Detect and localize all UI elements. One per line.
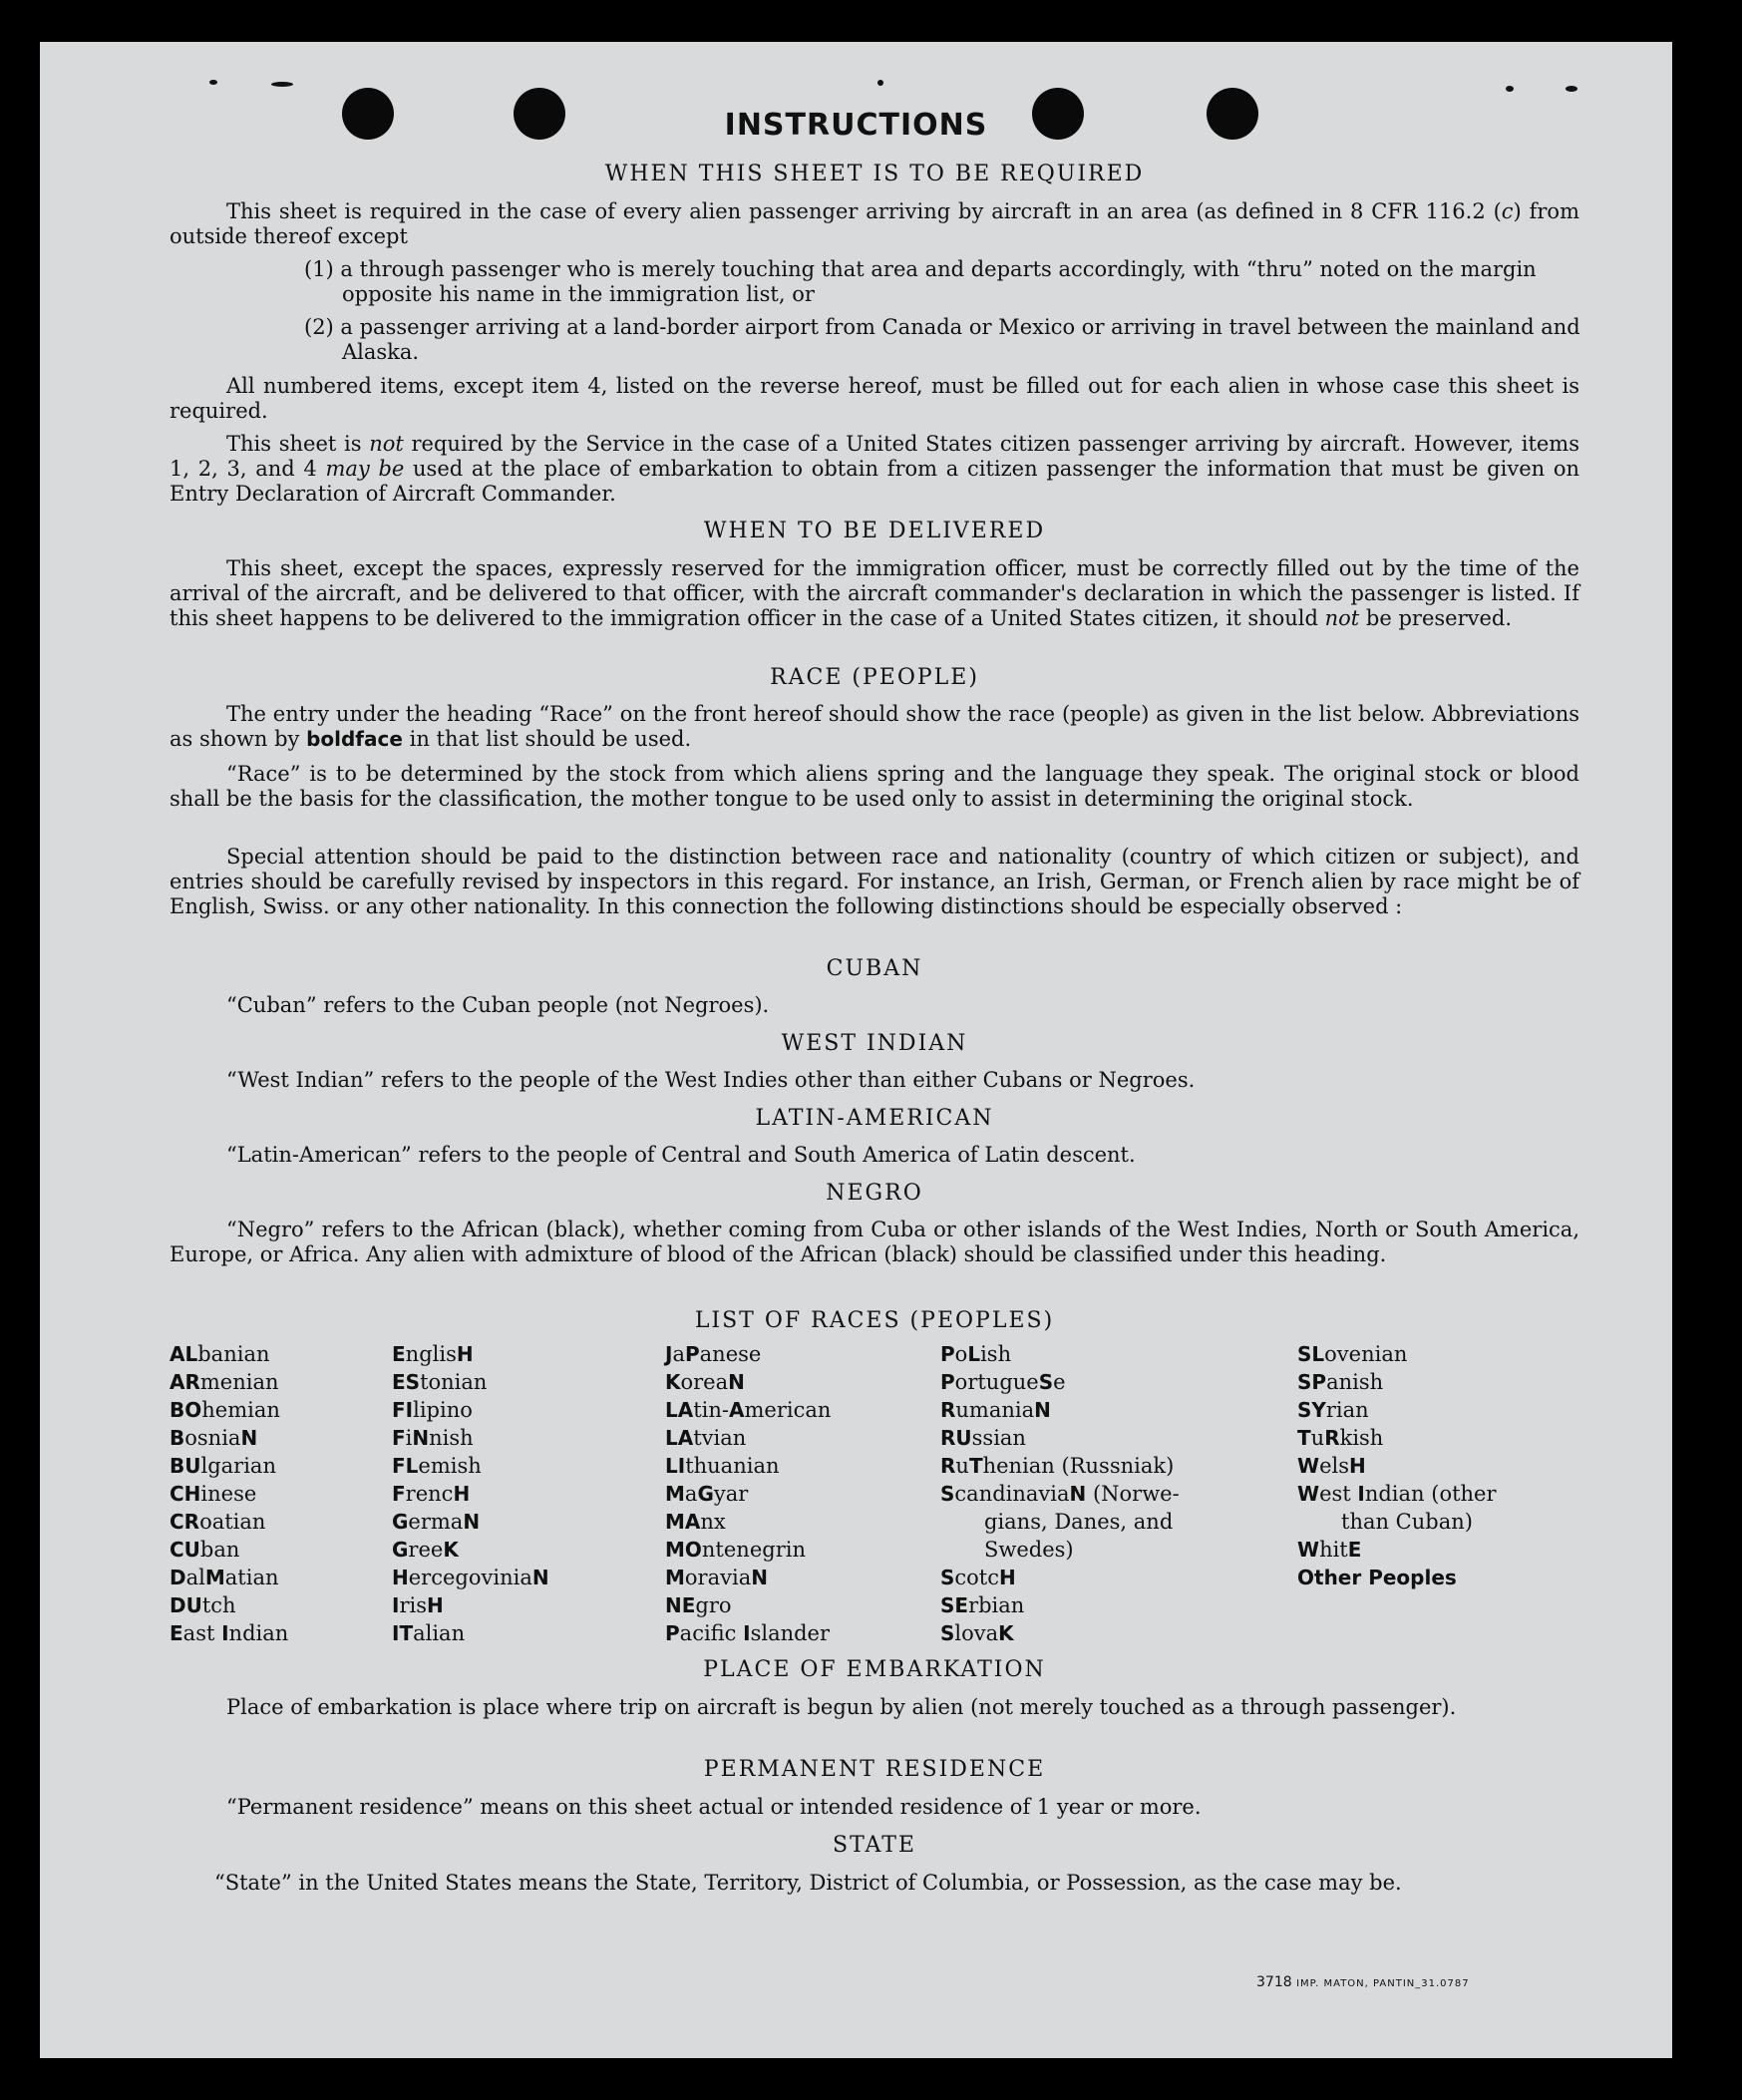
race-abbreviation: T xyxy=(968,1454,983,1478)
paragraph-embarkation: Place of embarkation is place where trip on aircraft is begun by alien (not merely touched as a through passenger). xyxy=(226,1695,1457,1719)
race-text: banian xyxy=(197,1342,270,1366)
race-entry xyxy=(940,1619,1180,1647)
race-text: oatian xyxy=(199,1510,266,1534)
race-abbreviation: R xyxy=(940,1454,956,1478)
race-entry xyxy=(392,1508,549,1536)
race-abbreviation: AR xyxy=(170,1370,200,1394)
race-text: ndian xyxy=(228,1621,289,1645)
heading-race: RACE (PEOPLE) xyxy=(770,665,979,690)
race-entry xyxy=(940,1340,1180,1368)
race-entry xyxy=(940,1452,1180,1480)
race-abbreviation: P xyxy=(940,1342,955,1366)
race-abbreviation: M xyxy=(204,1566,225,1589)
race-entry xyxy=(940,1591,1180,1619)
race-text: ndian (other xyxy=(1364,1482,1497,1506)
race-abbreviation: W xyxy=(1297,1538,1320,1562)
race-text: menian xyxy=(199,1370,279,1394)
race-abbreviation: N xyxy=(412,1426,430,1450)
race-text: ercegovinia xyxy=(408,1566,532,1589)
heading-cuban: CUBAN xyxy=(826,956,923,981)
race-abbreviation: S xyxy=(940,1621,955,1645)
paragraph-numbered-items: All numbered items, except item 4, listed on the reverse hereof, must be filled out for each alien in whose case this sheet is required. xyxy=(170,374,1579,423)
races-column-5 xyxy=(1297,1340,1497,1591)
race-text: slander xyxy=(750,1621,831,1645)
paragraph-residence: “Permanent residence” means on this sheet actual or intended residence of 1 year or more. xyxy=(226,1795,1202,1819)
race-abbreviation: FI xyxy=(392,1398,414,1422)
race-text: u xyxy=(1310,1426,1325,1450)
race-text: ish xyxy=(980,1342,1012,1366)
race-abbreviation: SP xyxy=(1297,1370,1327,1394)
race-entry xyxy=(940,1396,1180,1424)
paragraph-race-stock: “Race” is to be determined by the stock from which aliens spring and the language they speak. The original stock or blood shall be the basis for the classification, the mother tongue to be used only to assist in determining the original stock. xyxy=(170,762,1579,811)
race-entry xyxy=(392,1480,549,1508)
race-abbreviation: N xyxy=(751,1566,768,1589)
races-column-3 xyxy=(665,1340,831,1647)
race-entry xyxy=(1297,1564,1497,1591)
race-abbreviation: SL xyxy=(1297,1342,1325,1366)
race-entry xyxy=(170,1508,288,1536)
heading-when-delivered: WHEN TO BE DELIVERED xyxy=(703,519,1046,543)
race-text: est xyxy=(1319,1482,1358,1506)
race-text: anish xyxy=(1326,1370,1384,1394)
race-text: renc xyxy=(405,1482,454,1506)
race-entry xyxy=(1297,1396,1497,1424)
race-abbreviation: I xyxy=(743,1621,751,1645)
race-entry xyxy=(940,1424,1180,1452)
race-entry xyxy=(1297,1424,1497,1452)
race-entry xyxy=(392,1340,549,1368)
race-entry xyxy=(170,1368,288,1396)
race-text: osnia xyxy=(184,1426,241,1450)
race-abbreviation: F xyxy=(392,1426,406,1450)
race-text: i xyxy=(405,1426,413,1450)
race-abbreviation: G xyxy=(392,1510,409,1534)
race-abbreviation: I xyxy=(392,1593,400,1617)
race-entry xyxy=(392,1452,549,1480)
race-text: oravia xyxy=(684,1566,752,1589)
race-text: ree xyxy=(408,1538,444,1562)
race-abbreviation: LA xyxy=(665,1398,694,1422)
race-entry xyxy=(665,1508,831,1536)
race-abbreviation: N xyxy=(1069,1482,1087,1506)
race-entry xyxy=(665,1536,831,1564)
race-text: ntenegrin xyxy=(701,1538,806,1562)
race-abbreviation: DU xyxy=(170,1593,202,1617)
race-abbreviation: T xyxy=(1297,1426,1311,1450)
race-text: tch xyxy=(201,1593,236,1617)
race-text: hemian xyxy=(201,1398,280,1422)
race-text: yar xyxy=(713,1482,749,1506)
race-text: ban xyxy=(199,1538,240,1562)
race-entry xyxy=(170,1452,288,1480)
form-number: 3718 xyxy=(1256,1974,1292,1990)
race-text: erma xyxy=(408,1510,464,1534)
race-abbreviation: BO xyxy=(170,1398,202,1422)
heading-when-required: WHEN THIS SHEET IS TO BE REQUIRED xyxy=(604,162,1145,186)
race-entry xyxy=(392,1591,549,1619)
race-entry xyxy=(940,1536,1180,1564)
race-text: ris xyxy=(399,1593,427,1617)
race-text: gians, Danes, and xyxy=(984,1510,1174,1534)
race-entry xyxy=(940,1368,1180,1396)
race-entry xyxy=(1297,1508,1497,1536)
heading-state: STATE xyxy=(833,1833,916,1858)
race-entry xyxy=(170,1480,288,1508)
race-entry xyxy=(170,1536,288,1564)
race-entry xyxy=(392,1536,549,1564)
printer-imprint: IMP. MATON, PANTIN_31.0787 xyxy=(1296,1978,1470,1989)
page-title: INSTRUCTIONS xyxy=(724,108,988,143)
race-entry xyxy=(392,1396,549,1424)
race-abbreviation: J xyxy=(665,1342,673,1366)
exception-item-1: (1) a through passenger who is merely touching that area and departs accordingly, with “thru” noted on the margin opposite his name in the immigration list, or xyxy=(304,257,1537,306)
race-text: umania xyxy=(955,1398,1035,1422)
race-entry xyxy=(665,1564,831,1591)
paragraph-race-nationality: Special attention should be paid to the distinction between race and nationality (country of which citizen or subject), and entries should be carefully revised by inspectors in this regard. For instance, an Irish, German, or French alien by race might be of English, Swiss. or any other nationality. In this connection the following distinctions should be especially observed : xyxy=(170,845,1579,918)
race-entry xyxy=(665,1340,831,1368)
race-text: kish xyxy=(1339,1426,1384,1450)
race-text: alian xyxy=(413,1621,466,1645)
race-text: ovenian xyxy=(1324,1342,1408,1366)
race-text: gro xyxy=(695,1593,732,1617)
races-column-4 xyxy=(940,1340,1180,1647)
race-abbreviation: S xyxy=(940,1566,955,1589)
race-text: lgarian xyxy=(200,1454,276,1478)
race-abbreviation: K xyxy=(998,1621,1014,1645)
heading-west-indian: WEST INDIAN xyxy=(781,1031,968,1056)
race-entry xyxy=(940,1508,1180,1536)
speck xyxy=(209,80,217,85)
race-text: thuanian xyxy=(685,1454,780,1478)
heading-negro: NEGRO xyxy=(826,1181,923,1206)
race-text: tvian xyxy=(693,1426,747,1450)
race-abbreviation: G xyxy=(392,1538,409,1562)
paragraph-required: This sheet is required in the case of every alien passenger arriving by aircraft in an area (as defined in 8 CFR 116.2 (c) from outside thereof except xyxy=(170,199,1579,248)
race-abbreviation: MA xyxy=(665,1510,701,1534)
race-entry xyxy=(392,1368,549,1396)
race-text: inese xyxy=(200,1482,257,1506)
race-entry xyxy=(665,1619,831,1647)
race-abbreviation: D xyxy=(170,1566,186,1589)
race-abbreviation: CU xyxy=(170,1538,200,1562)
race-entry xyxy=(665,1591,831,1619)
race-text: hit xyxy=(1319,1538,1348,1562)
race-abbreviation: MO xyxy=(665,1538,702,1562)
races-column-1 xyxy=(170,1340,288,1647)
race-text: els xyxy=(1319,1454,1349,1478)
race-abbreviation: FL xyxy=(392,1454,419,1478)
race-entry xyxy=(170,1340,288,1368)
race-entry xyxy=(1297,1536,1497,1564)
race-text: o xyxy=(954,1342,968,1366)
race-text: (Norwe- xyxy=(1086,1482,1180,1506)
race-text: candinavia xyxy=(954,1482,1070,1506)
race-abbreviation: IT xyxy=(392,1621,414,1645)
race-entry xyxy=(940,1480,1180,1508)
race-abbreviation: I xyxy=(221,1621,229,1645)
race-entry xyxy=(665,1424,831,1452)
race-abbreviation: CH xyxy=(170,1482,201,1506)
race-abbreviation: N xyxy=(463,1510,481,1534)
race-abbreviation: L xyxy=(967,1342,981,1366)
race-text: u xyxy=(955,1454,969,1478)
paragraph-negro: “Negro” refers to the African (black), whether coming from Cuba or other islands of the West Indies, North or South America, Europe, or Africa. Any alien with admixture of blood of the African (black) should be classified under this heading. xyxy=(170,1218,1579,1266)
race-abbreviation: W xyxy=(1297,1454,1320,1478)
race-entry xyxy=(1297,1368,1497,1396)
race-entry xyxy=(665,1368,831,1396)
race-text: emish xyxy=(418,1454,482,1478)
race-abbreviation: G xyxy=(697,1482,714,1506)
race-abbreviation: AL xyxy=(170,1342,198,1366)
paragraph-west-indian: “West Indian” refers to the people of the West Indies other than either Cubans or Negroes. xyxy=(226,1068,1196,1092)
paragraph-state: “State” in the United States means the State, Territory, District of Columbia, or Possession, as the case may be. xyxy=(214,1871,1402,1895)
heading-list-of-races: LIST OF RACES (PEOPLES) xyxy=(694,1308,1055,1333)
race-abbreviation: S xyxy=(940,1482,955,1506)
race-abbreviation: N xyxy=(240,1426,258,1450)
race-abbreviation: P xyxy=(684,1342,700,1366)
race-abbreviation: H xyxy=(453,1482,471,1506)
race-abbreviation: B xyxy=(170,1426,185,1450)
race-abbreviation: K xyxy=(665,1370,681,1394)
race-entry xyxy=(665,1396,831,1424)
race-abbreviation: M xyxy=(665,1566,685,1589)
speck xyxy=(1566,86,1577,92)
race-entry xyxy=(170,1619,288,1647)
race-abbreviation: BU xyxy=(170,1454,201,1478)
race-abbreviation: SY xyxy=(1297,1398,1326,1422)
race-abbreviation: R xyxy=(940,1398,956,1422)
paragraph-delivered: This sheet, except the spaces, expressly reserved for the immigration officer, must be correctly filled out by the time of the arrival of the aircraft, and be delivered to that officer, with the aircraft commander's declaration in which the passenger is listed. If this sheet happens to be delivered to the immigration officer in the case of a United States citizen, it should not be preserved. xyxy=(170,556,1579,630)
race-text: e xyxy=(1053,1370,1066,1394)
race-abbreviation: K xyxy=(443,1538,459,1562)
race-abbreviation: P xyxy=(940,1370,955,1394)
race-entry xyxy=(940,1564,1180,1591)
race-text: cotc xyxy=(954,1566,1000,1589)
race-abbreviation: W xyxy=(1297,1482,1320,1506)
race-text: than Cuban) xyxy=(1341,1510,1473,1534)
race-text: tonian xyxy=(420,1370,488,1394)
printer-mark xyxy=(1256,1974,1470,1990)
race-entry xyxy=(392,1564,549,1591)
race-text: rian xyxy=(1325,1398,1369,1422)
race-abbreviation: CR xyxy=(170,1510,200,1534)
race-text: lova xyxy=(954,1621,999,1645)
race-abbreviation: LA xyxy=(665,1426,694,1450)
race-text: ast xyxy=(182,1621,222,1645)
paragraph-race-entry: The entry under the heading “Race” on the front hereof should show the race (people) as given in the list below. Abbreviations as shown by boldface in that list should be used. xyxy=(170,702,1579,751)
race-entry xyxy=(1297,1452,1497,1480)
race-abbreviation: NE xyxy=(665,1593,696,1617)
race-text: lipino xyxy=(413,1398,473,1422)
heading-embarkation: PLACE OF EMBARKATION xyxy=(703,1657,1046,1682)
race-abbreviation: E xyxy=(392,1342,406,1366)
race-entry xyxy=(1297,1340,1497,1368)
race-abbreviation: H xyxy=(427,1593,444,1617)
paragraph-cuban: “Cuban” refers to the Cuban people (not Negroes). xyxy=(226,993,770,1017)
races-column-2 xyxy=(392,1340,549,1647)
race-abbreviation: RU xyxy=(940,1426,972,1450)
race-abbreviation: A xyxy=(729,1398,745,1422)
race-abbreviation: N xyxy=(728,1370,745,1394)
race-text: acific xyxy=(679,1621,744,1645)
race-entry xyxy=(392,1424,549,1452)
heading-latin-american: LATIN-AMERICAN xyxy=(755,1106,994,1131)
race-abbreviation: SE xyxy=(940,1593,969,1617)
race-text: nish xyxy=(429,1426,474,1450)
race-abbreviation: F xyxy=(392,1482,406,1506)
race-entry xyxy=(665,1452,831,1480)
race-entry xyxy=(392,1619,549,1647)
speck xyxy=(271,82,293,87)
race-abbreviation: H xyxy=(456,1342,474,1366)
race-text: Swedes) xyxy=(984,1538,1074,1562)
race-abbreviation: H xyxy=(999,1566,1016,1589)
race-text: orea xyxy=(680,1370,729,1394)
race-text: tin- xyxy=(693,1398,730,1422)
race-entry xyxy=(170,1564,288,1591)
instruction-sheet xyxy=(40,42,1672,2058)
race-abbreviation: H xyxy=(1348,1454,1366,1478)
race-abbreviation: R xyxy=(1324,1426,1340,1450)
race-abbreviation: E xyxy=(1347,1538,1362,1562)
race-abbreviation: E xyxy=(170,1621,183,1645)
race-abbreviation: Other Peoples xyxy=(1297,1566,1457,1589)
paragraph-latin-american: “Latin-American” refers to the people of Central and South America of Latin descent. xyxy=(226,1143,1136,1167)
race-abbreviation: P xyxy=(665,1621,680,1645)
race-entry xyxy=(170,1591,288,1619)
race-abbreviation: H xyxy=(392,1566,409,1589)
race-text: nglis xyxy=(405,1342,457,1366)
race-entry xyxy=(1297,1480,1497,1508)
exception-item-2: (2) a passenger arriving at a land-border airport from Canada or Mexico or arriving in travel between the mainland and Alaska. xyxy=(304,315,1580,364)
race-text: a xyxy=(684,1482,698,1506)
race-text: rbian xyxy=(968,1593,1025,1617)
race-text: nx xyxy=(700,1510,726,1534)
race-text: atian xyxy=(224,1566,279,1589)
race-abbreviation: ES xyxy=(392,1370,421,1394)
race-entry xyxy=(170,1424,288,1452)
race-abbreviation: N xyxy=(1034,1398,1051,1422)
race-abbreviation: I xyxy=(1357,1482,1365,1506)
race-text: henian (Russniak) xyxy=(982,1454,1175,1478)
speck xyxy=(877,80,883,86)
race-abbreviation: S xyxy=(1038,1370,1054,1394)
race-entry xyxy=(665,1480,831,1508)
race-text: anese xyxy=(699,1342,762,1366)
race-abbreviation: N xyxy=(531,1566,549,1589)
paragraph-citizen: This sheet is not required by the Service in the case of a United States citizen passenger arriving by aircraft. However, items 1, 2, 3, and 4 may be used at the place of embarkation to obtain from a citizen passenger the information that must be given on Entry Declaration of Aircraft Commander. xyxy=(170,432,1580,506)
race-text: al xyxy=(185,1566,205,1589)
race-entry xyxy=(170,1396,288,1424)
heading-residence: PERMANENT RESIDENCE xyxy=(703,1757,1046,1782)
race-text: merican xyxy=(744,1398,832,1422)
race-text: ssian xyxy=(971,1426,1026,1450)
speck xyxy=(1506,86,1514,92)
race-text: a xyxy=(672,1342,685,1366)
race-text: ortugue xyxy=(954,1370,1039,1394)
race-abbreviation: LI xyxy=(665,1454,686,1478)
race-abbreviation: M xyxy=(665,1482,685,1506)
